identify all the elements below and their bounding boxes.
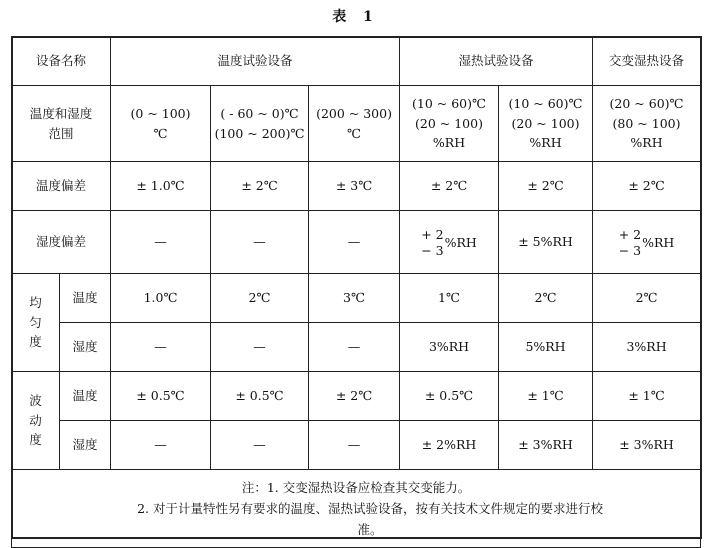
range-cell-2: ( - 60 ~ 0)℃ (100 ~ 200)℃ xyxy=(211,86,309,162)
fluctuation-humid-row xyxy=(12,421,701,470)
temp-deviation-cell: ± 2℃ xyxy=(400,162,499,211)
uniformity-temp-cell: 2℃ xyxy=(499,274,593,323)
uniformity-temp-cell: 3℃ xyxy=(309,274,400,323)
header-humid-group: 湿热试验设备 xyxy=(400,37,593,86)
uniformity-humid-cell: — xyxy=(211,323,309,372)
fluctuation-humid-label: 湿度 xyxy=(60,421,111,470)
fluctuation-temp-cell: ± 2℃ xyxy=(309,372,400,421)
uniformity-humid-cell: 3%RH xyxy=(400,323,499,372)
header-temp-group: 温度试验设备 xyxy=(111,37,400,86)
tolerance-lower: − 3 xyxy=(618,243,642,258)
temp-deviation-cell: ± 1.0℃ xyxy=(111,162,211,211)
notes-row xyxy=(12,470,701,548)
fluctuation-temp-cell: ± 0.5℃ xyxy=(400,372,499,421)
temp-deviation-cell: ± 3℃ xyxy=(309,162,400,211)
uniformity-temp-row xyxy=(12,274,701,323)
tolerance-unit: %RH xyxy=(642,235,675,251)
humid-deviation-cell xyxy=(593,211,701,274)
tolerance-upper: + 2 xyxy=(618,227,642,243)
range-label: 温度和湿度 范围 xyxy=(12,86,111,162)
note-2-continued: 准。 xyxy=(357,522,383,538)
uniformity-temp-cell: 1.0℃ xyxy=(111,274,211,323)
temp-deviation-row xyxy=(12,162,701,211)
range-cell-6: (20 ~ 60)℃ (80 ~ 100) %RH xyxy=(593,86,701,162)
table-caption: 表 1 xyxy=(332,9,379,25)
fluctuation-humid-cell: ± 3%RH xyxy=(593,421,701,470)
uniformity-humid-row xyxy=(12,323,701,372)
fluctuation-humid-cell: ± 2%RH xyxy=(400,421,499,470)
header-alt-group: 交变湿热设备 xyxy=(593,37,701,86)
notes-cell xyxy=(12,470,701,548)
fluctuation-temp-cell: ± 0.5℃ xyxy=(211,372,309,421)
tolerance-lower: − 3 xyxy=(421,243,444,258)
tolerance-upper: + 2 xyxy=(421,227,444,243)
note-2: 2. 对于计量特性另有要求的温度、湿热试验设备，按有关技术文件规定的要求进行校 xyxy=(137,500,603,516)
range-cell-5: (10 ~ 60)℃ (20 ~ 100) %RH xyxy=(499,86,593,162)
range-row xyxy=(12,86,701,162)
uniformity-temp-cell: 2℃ xyxy=(593,274,701,323)
uniformity-label: 均 匀 度 xyxy=(12,274,60,372)
header-row xyxy=(12,37,701,86)
humid-deviation-cell: — xyxy=(211,211,309,274)
fluctuation-label: 波 动 度 xyxy=(12,372,60,470)
temp-deviation-cell: ± 2℃ xyxy=(499,162,593,211)
uniformity-temp-label: 温度 xyxy=(60,274,111,323)
uniformity-temp-cell: 1℃ xyxy=(400,274,499,323)
humid-deviation-cell: ± 5%RH xyxy=(499,211,593,274)
uniformity-temp-cell: 2℃ xyxy=(211,274,309,323)
fluctuation-humid-cell: — xyxy=(111,421,211,470)
range-cell-1: (0 ~ 100) ℃ xyxy=(111,86,211,162)
humid-deviation-row xyxy=(12,211,701,274)
fluctuation-temp-cell: ± 1℃ xyxy=(499,372,593,421)
uniformity-humid-cell: 3%RH xyxy=(593,323,701,372)
fluctuation-temp-cell: ± 0.5℃ xyxy=(111,372,211,421)
fluctuation-temp-row xyxy=(12,372,701,421)
fluctuation-temp-label: 温度 xyxy=(60,372,111,421)
range-cell-3: (200 ~ 300) ℃ xyxy=(309,86,400,162)
uniformity-humid-cell: — xyxy=(309,323,400,372)
humid-deviation-cell xyxy=(400,211,499,274)
fluctuation-humid-cell: ± 3%RH xyxy=(499,421,593,470)
fluctuation-humid-cell: — xyxy=(309,421,400,470)
humid-deviation-label: 湿度偏差 xyxy=(12,211,111,274)
uniformity-humid-cell: 5%RH xyxy=(499,323,593,372)
humid-deviation-cell: — xyxy=(309,211,400,274)
tolerance-unit: %RH xyxy=(444,235,477,251)
fluctuation-humid-cell: — xyxy=(211,421,309,470)
temp-deviation-label: 温度偏差 xyxy=(12,162,111,211)
uniformity-humid-cell: — xyxy=(111,323,211,372)
humid-deviation-cell: — xyxy=(111,211,211,274)
range-cell-4: (10 ~ 60)℃ (20 ~ 100) %RH xyxy=(400,86,499,162)
spec-table xyxy=(11,36,701,548)
note-1: 注：1. 交变湿热设备应检查其交变能力。 xyxy=(241,479,471,495)
header-device-name: 设备名称 xyxy=(12,37,111,86)
temp-deviation-cell: ± 2℃ xyxy=(593,162,701,211)
uniformity-humid-label: 湿度 xyxy=(60,323,111,372)
temp-deviation-cell: ± 2℃ xyxy=(211,162,309,211)
fluctuation-temp-cell: ± 1℃ xyxy=(593,372,701,421)
